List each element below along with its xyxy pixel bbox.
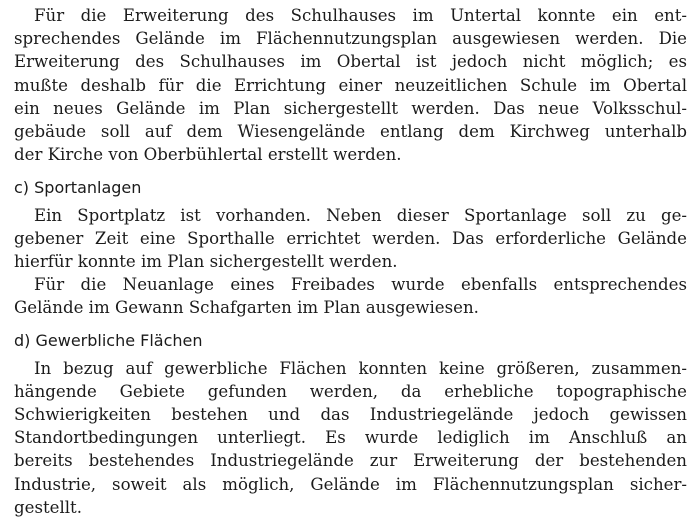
text-line: ein neues Gelände im Plan sichergestellt werden. Das neue Volksschul- — [14, 98, 687, 118]
text-line: Industrie, soweit als möglich, Gelände im Flächennutzungsplan sicher- — [14, 474, 687, 494]
text-line: Gelände im Gewann Schafgarten im Plan ausgewiesen. — [14, 298, 479, 318]
text-line: gebäude soll auf dem Wiesengelände entlang dem Kirchweg unterhalb — [14, 121, 687, 141]
text-line: In bezug auf gewerbliche Flächen konnten keine größeren, zusammen- — [34, 358, 687, 378]
text-line: Ein Sportplatz ist vorhanden. Neben dieser Sportanlage soll zu ge- — [34, 205, 687, 225]
paragraph-sportplatz — [14, 204, 687, 274]
text-line: Standortbedingungen unterliegt. Es wurde lediglich im Anschluß an — [14, 428, 687, 448]
section-heading-sportanlagen: c) Sportanlagen — [14, 178, 142, 198]
paragraph-freibad — [14, 273, 687, 319]
text-line: gestellt. — [14, 497, 83, 517]
paragraph-gewerbe — [14, 357, 687, 519]
document-page — [14, 4, 687, 519]
text-line: sprechendes Gelände im Flächennutzungsplan ausgewiesen werden. Die — [14, 29, 687, 49]
text-line: hierfür konnte im Plan sichergestellt werden. — [14, 251, 398, 271]
text-line: mußte deshalb für die Errichtung einer neuzeitlichen Schule im Obertal — [14, 75, 687, 95]
text-line: Für die Erweiterung des Schulhauses im Untertal konnte ein ent- — [34, 6, 687, 25]
text-line: der Kirche von Oberbühlertal erstellt werden. — [14, 145, 402, 165]
paragraph-schulhaus — [14, 4, 687, 166]
text-line: bereits bestehendes Industriegelände zur Erweiterung der bestehenden — [14, 451, 687, 471]
text-line: hängende Gebiete gefunden werden, da erhebliche topographische — [14, 381, 687, 401]
section-heading-gewerbliche-flaechen: d) Gewerbliche Flächen — [14, 331, 203, 351]
text-line: gebener Zeit eine Sporthalle errichtet werden. Das erforderliche Gelände — [14, 228, 687, 248]
text-line: Schwierigkeiten bestehen und das Industriegelände jedoch gewissen — [14, 405, 687, 424]
text-line: Für die Neuanlage eines Freibades wurde ebenfalls entsprechendes — [34, 275, 687, 295]
text-line: Erweiterung des Schulhauses im Obertal ist jedoch nicht möglich; es — [14, 52, 687, 72]
